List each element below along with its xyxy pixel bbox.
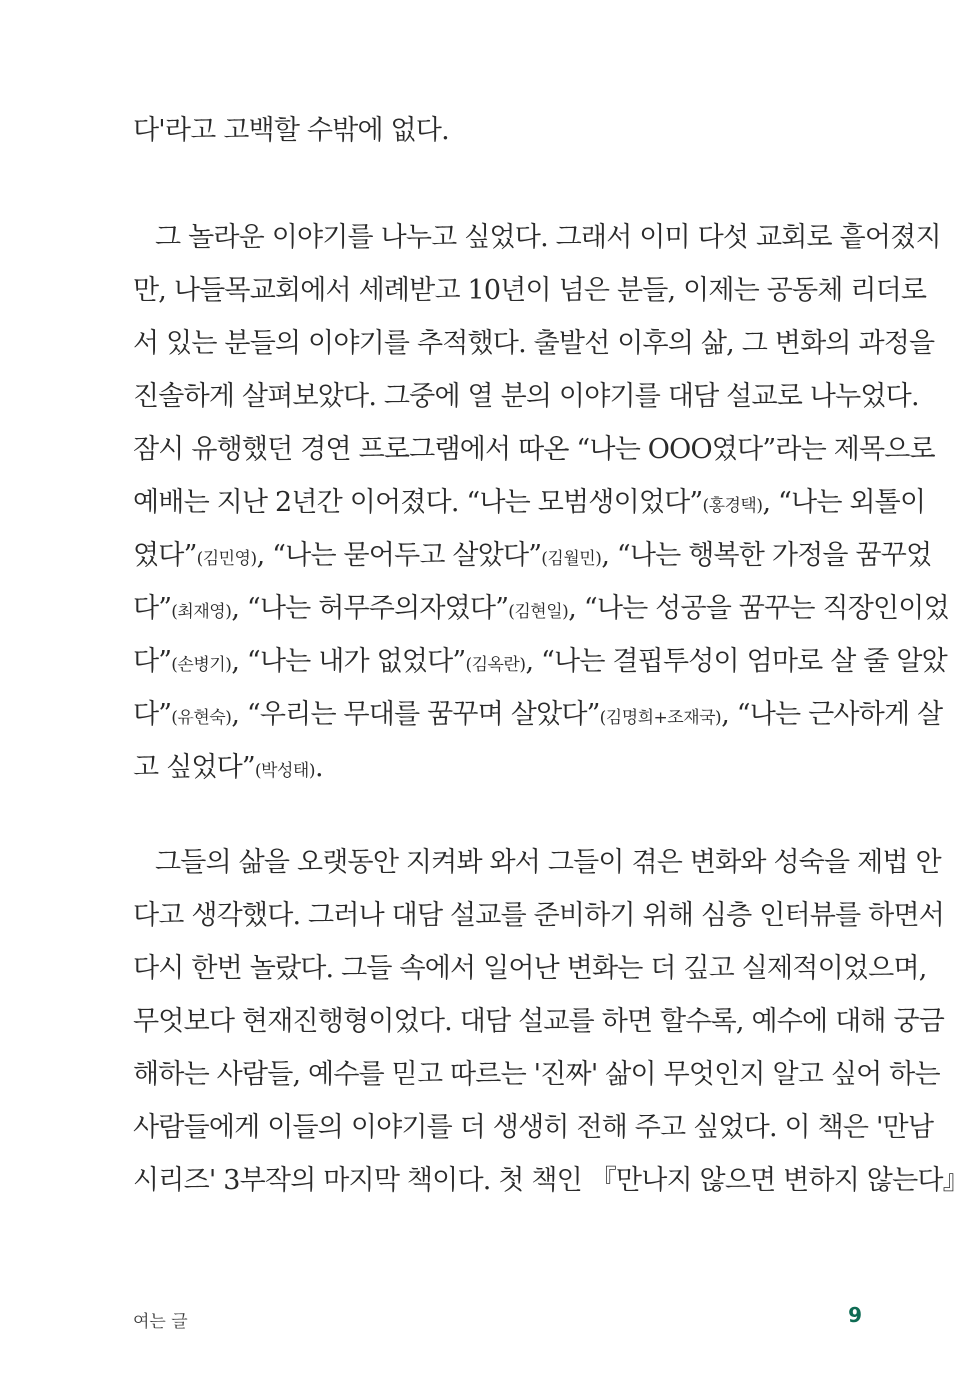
text-segment: , “나는 내가 없었다”: [231, 646, 466, 677]
running-footer-title: 여는 글: [133, 1312, 188, 1332]
text-segment: 진솔하게 살펴보았다. 그중에 열 분의 이야기를 대담 설교로 나누었다.: [133, 381, 919, 412]
text-segment: 다”: [133, 593, 172, 624]
text-segment: , “나는 행복한 가정을 꿈꾸었: [601, 540, 932, 571]
text-segment: 다”: [133, 699, 172, 730]
text-line: [133, 896, 945, 936]
text-line: [133, 111, 861, 151]
text-line: [133, 695, 943, 735]
text-segment: 고 싶었다”: [133, 752, 255, 783]
speaker-name: (유현숙): [171, 708, 232, 728]
text-line: [133, 483, 926, 523]
speaker-name: (김현일): [508, 602, 569, 622]
text-segment: 다시 한번 놀랐다. 그들 속에서 일어난 변화는 더 깊고 실제적이었으며,: [133, 953, 927, 984]
text-segment: 사람들에게 이들의 이야기를 더 생생히 전해 주고 싶었다. 이 책은 '만남: [133, 1112, 934, 1143]
speaker-name: (홍경택): [702, 496, 763, 516]
text-segment: 다”: [133, 646, 172, 677]
text-segment: 서 있는 분들의 이야기를 추적했다. 출발선 이후의 삶, 그 변화의 과정을: [133, 328, 935, 359]
text-line: [133, 218, 941, 258]
speaker-name: (김민영): [196, 549, 257, 569]
text-line: [133, 949, 927, 989]
text-segment: 그들의 삶을 오랫동안 지켜봐 와서 그들이 겪은 변화와 성숙을 제법 안: [155, 847, 941, 878]
text-segment: 잠시 유행했던 경연 프로그램에서 따온 “나는 OOO였다”라는 제목으로: [133, 434, 935, 465]
text-segment: , “나는 근사하게 살: [721, 699, 943, 730]
text-line: [133, 271, 927, 311]
text-segment: 그 놀라운 이야기를 나누고 싶었다. 그래서 이미 다섯 교회로 흩어졌지: [155, 222, 941, 253]
speaker-name: (김월민): [541, 549, 602, 569]
text-segment: 만, 나들목교회에서 세례받고 10년이 넘은 분들, 이제는 공동체 리더로: [133, 275, 927, 306]
speaker-name: (최재영): [171, 602, 232, 622]
text-line: [133, 536, 932, 576]
speaker-name: (김명희+조재국): [599, 708, 722, 728]
text-segment: .: [314, 752, 323, 783]
text-segment: 시리즈' 3부작의 마지막 책이다. 첫 책인 『만나지 않으면 변하지 않는다』: [133, 1165, 969, 1196]
text-line: [133, 377, 919, 417]
text-segment: 예배는 지난 2년간 이어졌다. “나는 모범생이었다”: [133, 487, 703, 518]
text-segment: 였다”: [133, 540, 197, 571]
text-segment: , “나는 허무주의자였다”: [231, 593, 509, 624]
text-segment: , “우리는 무대를 꿈꾸며 살았다”: [231, 699, 600, 730]
text-line: [133, 748, 861, 788]
text-line: [133, 1055, 940, 1095]
text-line: [133, 1161, 969, 1201]
text-segment: , “나는 결핍투성이 엄마로 살 줄 알았: [525, 646, 947, 677]
speaker-name: (박성태): [254, 761, 315, 781]
text-line: [133, 1108, 934, 1148]
text-segment: 해하는 사람들, 예수를 믿고 따르는 '진짜' 삶이 무엇인지 알고 싶어 하는: [133, 1059, 940, 1090]
text-line: [133, 324, 935, 364]
text-line: [133, 430, 935, 470]
text-segment: , “나는 외톨이: [762, 487, 926, 518]
text-segment: 다'라고 고백할 수밖에 없다.: [133, 115, 449, 146]
speaker-name: (손병기): [171, 655, 232, 675]
text-segment: , “나는 묻어두고 살았다”: [256, 540, 542, 571]
text-segment: 무엇보다 현재진행형이었다. 대담 설교를 하면 할수록, 예수에 대해 궁금: [133, 1006, 945, 1037]
text-segment: 다고 생각했다. 그러나 대담 설교를 준비하기 위해 심층 인터뷰를 하면서: [133, 900, 945, 931]
text-segment: , “나는 성공을 꿈꾸는 직장인이었: [568, 593, 949, 624]
text-line: [133, 642, 947, 682]
speaker-name: (김옥란): [465, 655, 526, 675]
page-number: 9: [848, 1303, 862, 1327]
text-line: [133, 1002, 945, 1042]
text-line: [133, 843, 941, 883]
text-line: [133, 589, 949, 629]
